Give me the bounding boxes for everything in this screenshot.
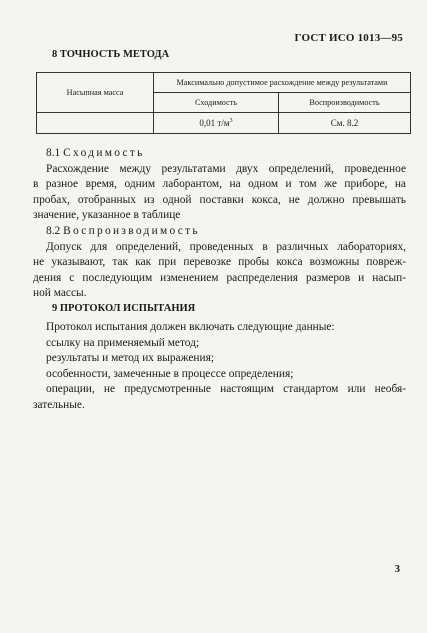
paragraph-line: дения с последующим изменением распределения размеров и насып- [33, 271, 406, 284]
heading-8-1-number: 8.1 [46, 147, 61, 159]
paragraph-line: операции, не предусмотренные настоящим стандартом или необя- [46, 383, 406, 396]
table-value-reproducibility: См. 8.2 [279, 113, 411, 134]
paragraph-line: Допуск для определений, проведенных в различных лабораториях, [46, 240, 406, 253]
paragraph-line: результаты и метод их выражения; [46, 352, 214, 365]
paragraph-line: Протокол испытания должен включать следующие данные: [46, 321, 335, 333]
page-number: 3 [394, 563, 400, 575]
paragraph-line: не указывают, так как при перевозке пробы кокса возможны повреж- [33, 256, 406, 269]
paragraph-line: пробах, отобранных из одной поставки кокса, не должно превышать [33, 193, 406, 206]
table-value-repeatability [154, 113, 279, 134]
heading-8-1 [33, 146, 406, 162]
heading-8-2-text: Воспроизводимость [63, 224, 200, 237]
paragraph-line: Расхождение между результатами двух определений, проведенное [46, 162, 406, 175]
paragraph-line: в разное время, одним лаборантом, на одном и том же приборе, на [33, 178, 406, 191]
table-group-header: Максимально допустимое расхождение между результатами [154, 73, 411, 93]
section-9-title: 9 ПРОТОКОЛ ИСПЫТАНИЯ [52, 303, 196, 314]
paragraph-line: особенности, замеченные в процессе определения; [46, 367, 294, 380]
table-col-repeatability: Сходимость [154, 93, 279, 113]
precision-table [36, 72, 411, 134]
section-8-title: 8 ТОЧНОСТЬ МЕТОДА [52, 49, 170, 60]
table-row-header: Насыпная масса [37, 73, 154, 113]
paragraph-line: значение, указанное в таблице [33, 209, 181, 222]
section-9-body [33, 320, 406, 414]
document-number: ГОСТ ИСО 1013—95 [294, 32, 403, 44]
table-empty-cell [37, 113, 154, 134]
unit-superscript: 3 [229, 118, 233, 124]
heading-8-1-text: Сходимость [63, 147, 145, 159]
heading-8-2 [33, 224, 406, 240]
paragraph-line: ной массы. [33, 287, 87, 300]
paragraph-line: зательные. [33, 398, 85, 411]
repeatability-value: 0,01 т/м [199, 118, 230, 128]
heading-8-2-number: 8.2 [46, 224, 61, 237]
paragraph-line: ссылку на применяемый метод; [46, 336, 200, 349]
table-col-reproducibility: Воспроизводимость [279, 93, 411, 113]
paragraph-8-1 [33, 146, 406, 302]
